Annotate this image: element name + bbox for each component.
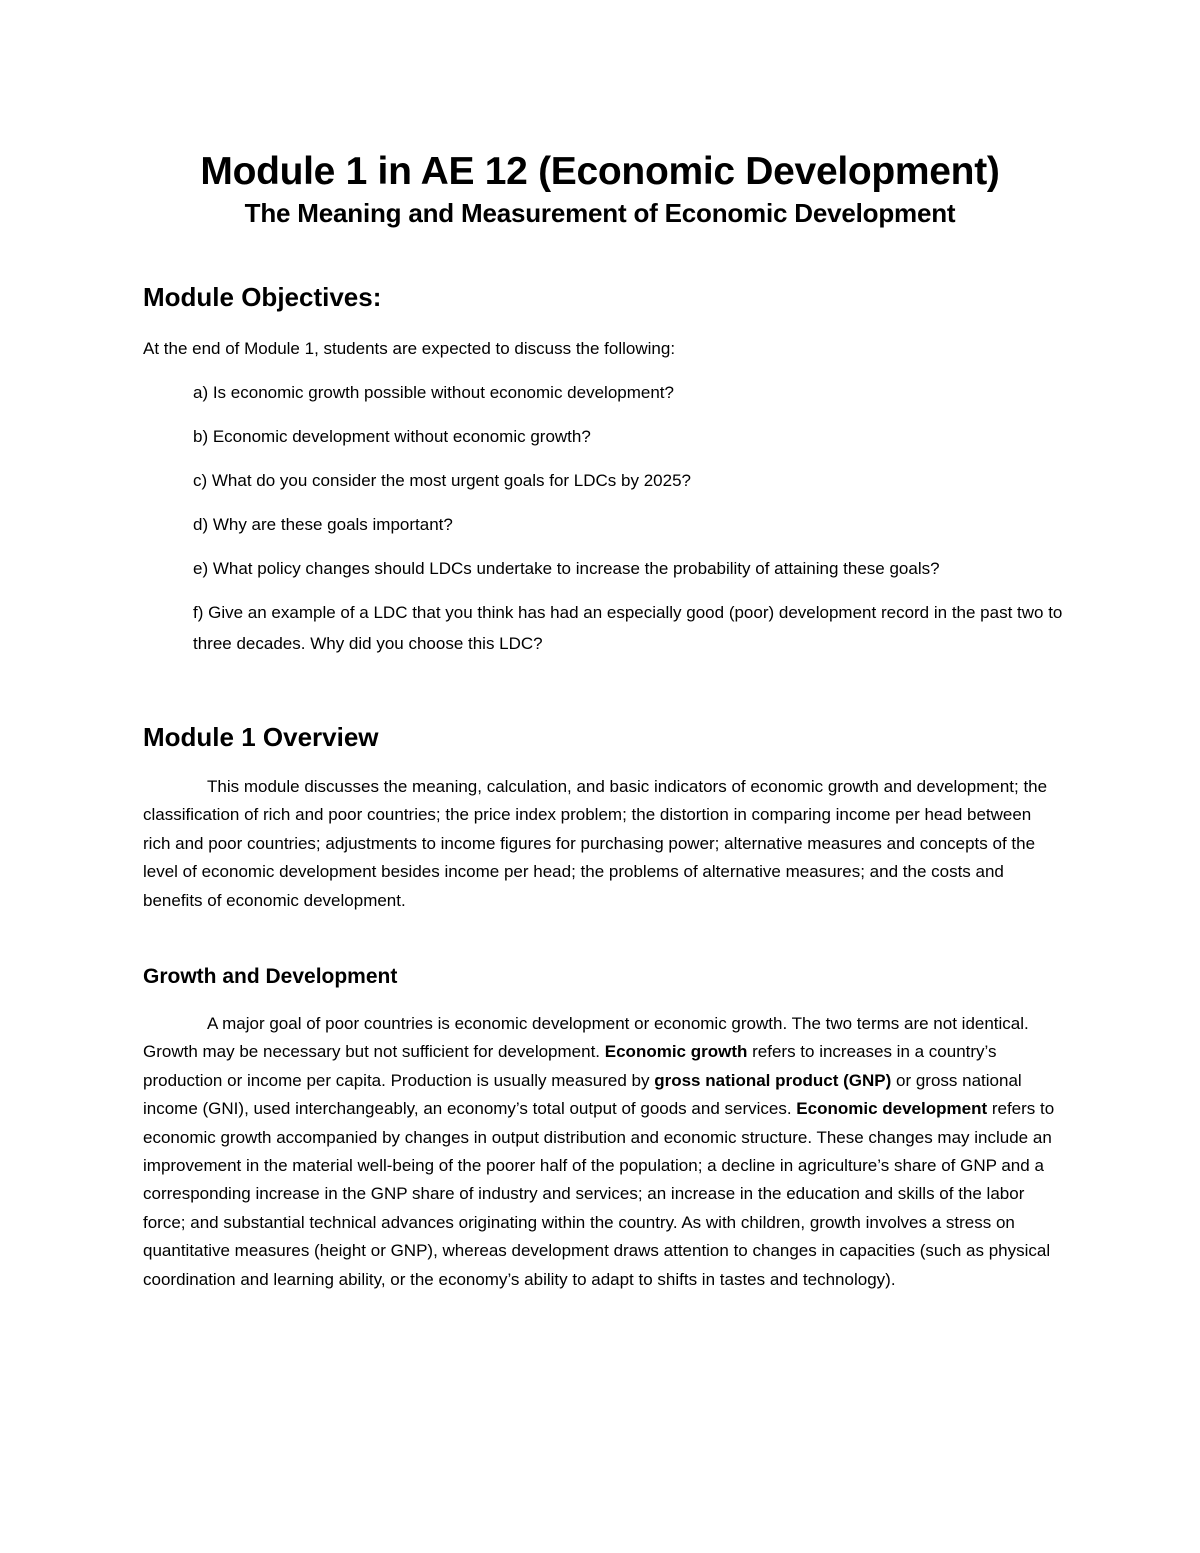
overview-body: This module discusses the meaning, calculation, and basic indicators of economic growth and development; the classification of rich and poor countries; the price index problem; the distortion in comparing income per head between rich and poor countries; adjustments to income figures for purchasing power; alternative measures and concepts of the level of economic development besides income per head; the problems of alternative measures; and the costs and benefits of economic development. [143,777,1048,910]
objective-item: d) Why are these goals important? [193,515,453,534]
objectives-heading: Module Objectives: [143,282,382,312]
objectives-intro: At the end of Module 1, students are expected to discuss the following: [143,339,676,358]
growth-text-1: A major goal of poor countries is economic development or economic growth. The two terms are not identical. Growth may be necessary but not sufficient for development. [143,1014,1029,1062]
growth-paragraph [143,1010,1058,1294]
growth-heading: Growth and Development [143,965,398,988]
objective-item: f) Give an example of a LDC that you think has had an especially good (poor) development record in the past two to three decades. Why did you choose this LDC? [193,603,1063,653]
growth-text-4: refers to economic growth accompanied by changes in output distribution and economic structure. These changes may include an improvement in the material well-being of the poorer half of the population; a decline in agriculture’s share of GNP and a corresponding increase in the GNP share of industry and services; an increase in the education and skills of the labor force; and substantial technical advances originating within the country. As with children, growth involves a stress on quantitative measures (height or GNP), whereas development draws attention to changes in capacities (such as physical coordination and learning ability, or the economy’s ability to adapt to shifts in tastes and technology). [143,1099,1055,1289]
objective-item: e) What policy changes should LDCs undertake to increase the probability of attaining these goals? [193,559,940,578]
growth-text-2: refers to increases in a country’s production or income per capita. Production is usually measured by [143,1042,997,1090]
growth-text-3: or gross national income (GNI), used interchangeably, an economy’s total output of goods and services. [143,1070,1022,1119]
term-economic-development: Economic development [796,1099,988,1119]
objective-item: c) What do you consider the most urgent goals for LDCs by 2025? [193,471,691,490]
objective-item: b) Economic development without economic growth? [193,427,591,446]
overview-paragraph [143,773,1058,915]
objectives-list [193,378,1073,673]
objective-item: a) Is economic growth possible without economic development? [193,383,674,402]
document-title: Module 1 in AE 12 (Economic Development) [200,150,1000,193]
document-subtitle: The Meaning and Measurement of Economic Development [244,198,956,228]
term-economic-growth: Economic growth [604,1042,748,1062]
overview-heading: Module 1 Overview [143,722,379,752]
term-gnp: gross national product (GNP) [654,1070,892,1090]
